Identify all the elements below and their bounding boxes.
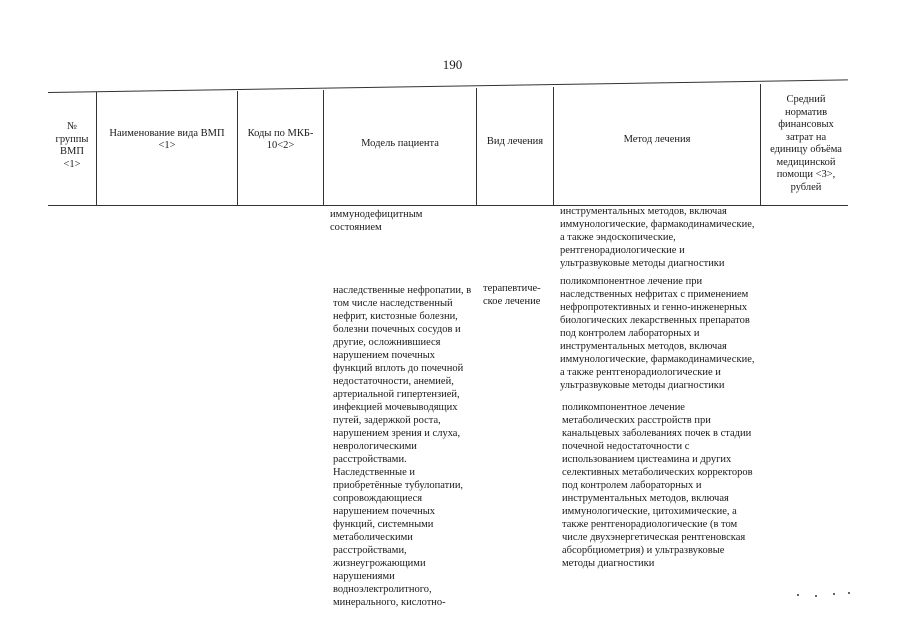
treatment-method-2: поликомпонентное лечение метаболических расстройств при канальцевых заболеваниях почек в стадии почечной недостаточности с использованием цистеамина и других селективных метаболических корректоров под контролем лабораторных и инструментальных методов, включая иммунологические, цитохимические, а также рентгенорадиологические (в том числе двухэнергетическая рентгеновская абсорбциометрия) и ультразвуковые методы диагностики	[562, 402, 753, 569]
header-treatment-type: Вид лечения	[486, 135, 544, 147]
header-patient-model: Модель пациента	[361, 137, 439, 149]
scan-speck	[797, 594, 799, 596]
patient-model-continuation: иммунодефицитным состоянием	[330, 209, 423, 233]
header-vmp-name: Наименование вида ВМП <1>	[109, 127, 225, 151]
scan-speck	[815, 595, 817, 597]
header-cost-norm: Средний норматив финансовых затрат на единицу объёма медицинской помощи <3>, рублей	[770, 94, 842, 193]
scan-speck	[848, 592, 850, 594]
page-number: 190	[442, 57, 463, 72]
header-icd-codes: Коды по МКБ- 10<2>	[247, 127, 314, 151]
scan-speck	[833, 593, 835, 595]
treatment-method-continuation: инструментальных методов, включая иммунологические, фармакодинамические, а также эндоскопические, рентгенорадиологические и ультразвуковые методы диагностики	[560, 206, 755, 269]
header-group-number: № группы ВМП <1>	[55, 121, 89, 170]
treatment-type-cell: терапевтиче- ское лечение	[483, 283, 541, 307]
treatment-method-1: поликомпонентное лечение при наследственных нефритах с применением нефропротективных и генно-инженерных биологических лекарственных препаратов под контролем лабораторных и инструментальных методов, включая иммунологические, фармакодинамические, а также рентгенорадиологические и ультразвуковые методы диагностики	[560, 276, 755, 391]
header-treatment-method: Метод лечения	[623, 133, 691, 145]
patient-model-main: наследственные нефропатии, в том числе наследственный нефрит, кистозные болезни, болезни почечных сосудов и другие, осложнившиеся нарушением почечных функций вплоть до почечной недостаточности, анемией, артериальной гипертензией, инфекцией мочевыводящих путей, задержкой роста, нарушением зрения и слуха, неврологическими расстройствами. Наследственные и приобретённые тубулопатии, сопровождающиеся нарушением почечных функций, системными метаболическими расстройствами, жизнеугрожающими нарушениями водноэлектролитного, минерального, кислотно-	[333, 285, 472, 608]
